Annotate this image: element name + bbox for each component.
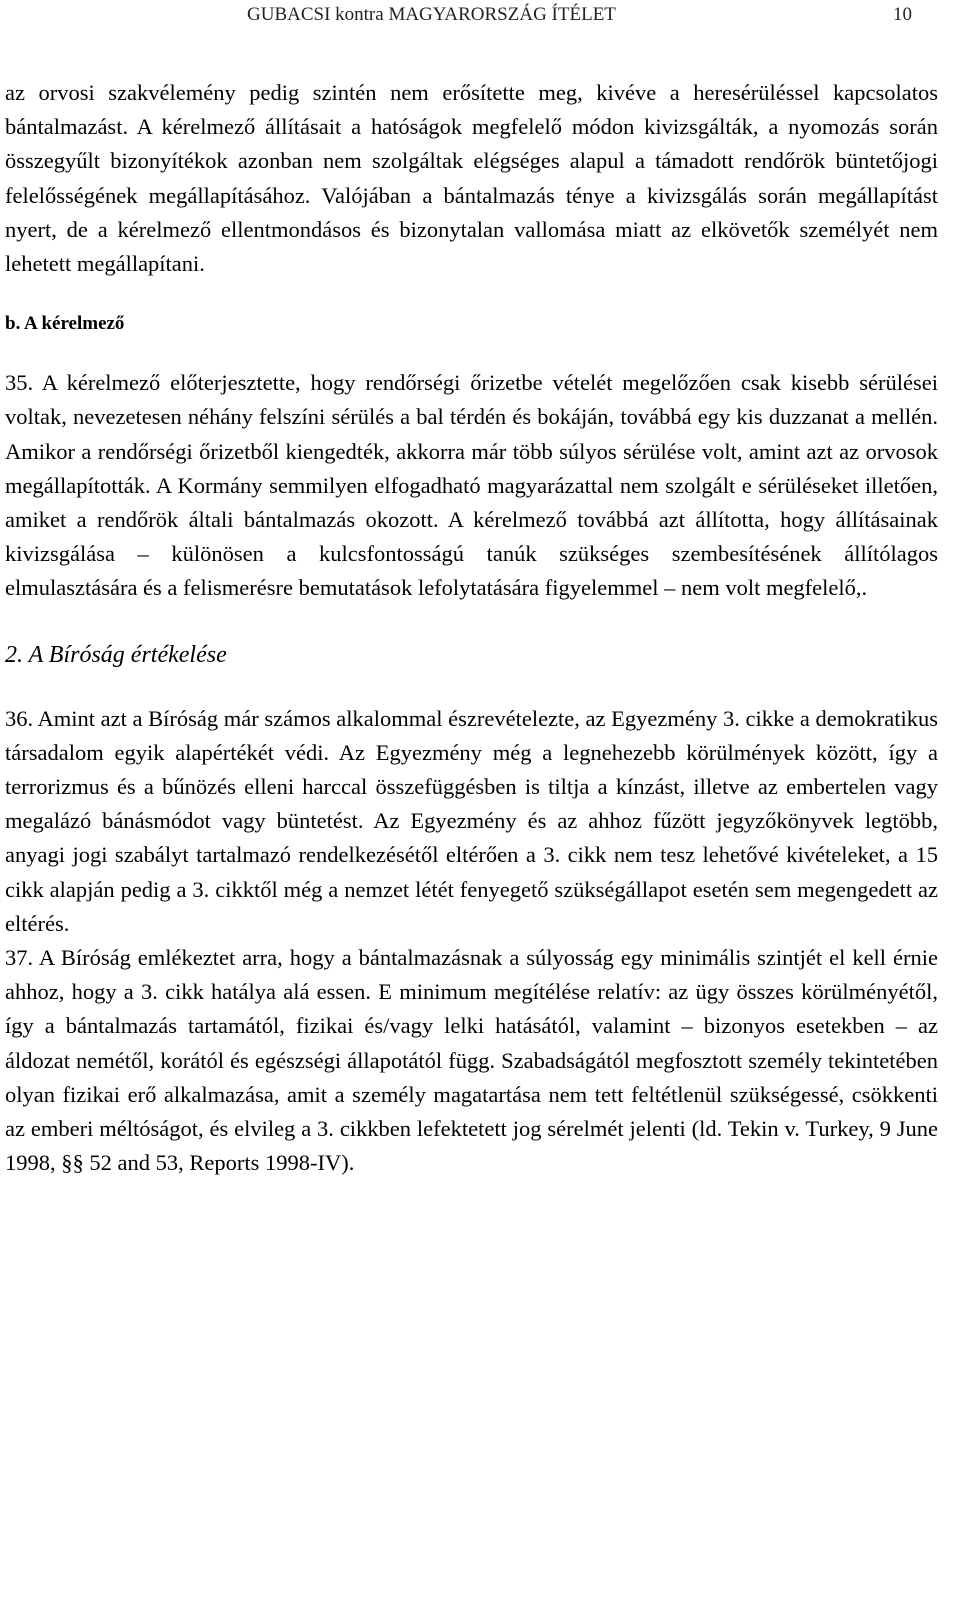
- section-heading-2: 2. A Bíróság értékelése: [5, 641, 227, 668]
- page-header: [5, 0, 938, 34]
- paragraph-35: 35. A kérelmező előterjesztette, hogy rendőrségi őrizetbe vételét megelőzően csak kisebb sérülései voltak, nevezetesen néhány felszíni sérülés a bal térdén és bokáján, továbbá egy kis duzzanat a mellén. Amikor a rendőrségi őrizetből kiengedték, akkorra már több súlyos sérülése volt, amint azt az orvosok megállapították. A Kormány semmilyen elfogadható magyarázattal nem szolgált e sérüléseket illetően, amiket a rendőrök általi bántalmazás okozott. A kérelmező továbbá azt állította, hogy állításainak kivizsgálása – különösen a kulcsfontosságú tanúk szükséges szembesítésének állítólagos elmulasztására és a felismerésre bemutatások lefolytatására figyelemmel – nem volt megfelelő,.: [5, 370, 938, 601]
- paragraph-36: 36. Amint azt a Bíróság már számos alkalommal észrevételezte, az Egyezmény 3. cikke a demokratikus társadalom egyik alapértékét védi. Az Egyezmény még a legnehezebb körülmények között, így a terrorizmus és a bűnözés elleni harccal összefüggésben is tiltja a kínzást, illetve az embertelen vagy megalázó bánásmódot vagy büntetést. Az Egyezmény és az ahhoz fűzött jegyzőkönyvek legtöbb, anyagi jogi szabályt tartalmazó rendelkezésétől eltérően a 3. cikk nem tesz lehetővé kivételeket, a 15 cikk alapján pedig a 3. cikktől még a nemzet létét fenyegető szükségállapot esetén sem megengedett az eltérés.: [5, 705, 938, 936]
- section-heading-b: b. A kérelmező: [5, 313, 125, 335]
- page-number: 10: [893, 4, 912, 25]
- paragraph-37: 37. A Bíróság emlékeztet arra, hogy a bántalmazásnak a súlyosság egy minimális szintjét el kell érnie ahhoz, hogy a 3. cikk hatálya alá essen. E minimum megítélése relatív: az ügy összes körülményétől, így a bántalmazás tartamától, fizikai és/vagy lelki hatásától, valamint – bizonyos esetekben – az áldozat nemétől, korától és egészségi állapotától függ. Szabadságától megfosztott személy tekintetében olyan fizikai erő alkalmazása, amit a személy magatartása nem tett feltétlenül szükségessé, csökkenti az emberi méltóságot, és elvileg a 3. cikkben lefektetett jog sérelmét jelenti (ld. Tekin v. Turkey, 9 June 1998, §§ 52 and 53, Reports 1998-IV).: [5, 945, 938, 1176]
- paragraph-intro: az orvosi szakvélemény pedig szintén nem erősítette meg, kivéve a heresérüléssel kapcsolatos bántalmazást. A kérelmező állításait a hatóságok megfelelő módon kivizsgálták, a nyomozás során összegyűlt bizonyítékok azonban nem szolgáltak elégséges alapul a támadott rendőrök büntetőjogi felelősségének megállapításához. Valójában a bántalmazás ténye a kivizsgálás során megállapítást nyert, de a kérelmező ellentmondásos és bizonytalan vallomása miatt az elkövetők személyét nem lehetett megállapítani.: [5, 80, 938, 277]
- header-title: GUBACSI kontra MAGYARORSZÁG ÍTÉLET: [247, 4, 616, 25]
